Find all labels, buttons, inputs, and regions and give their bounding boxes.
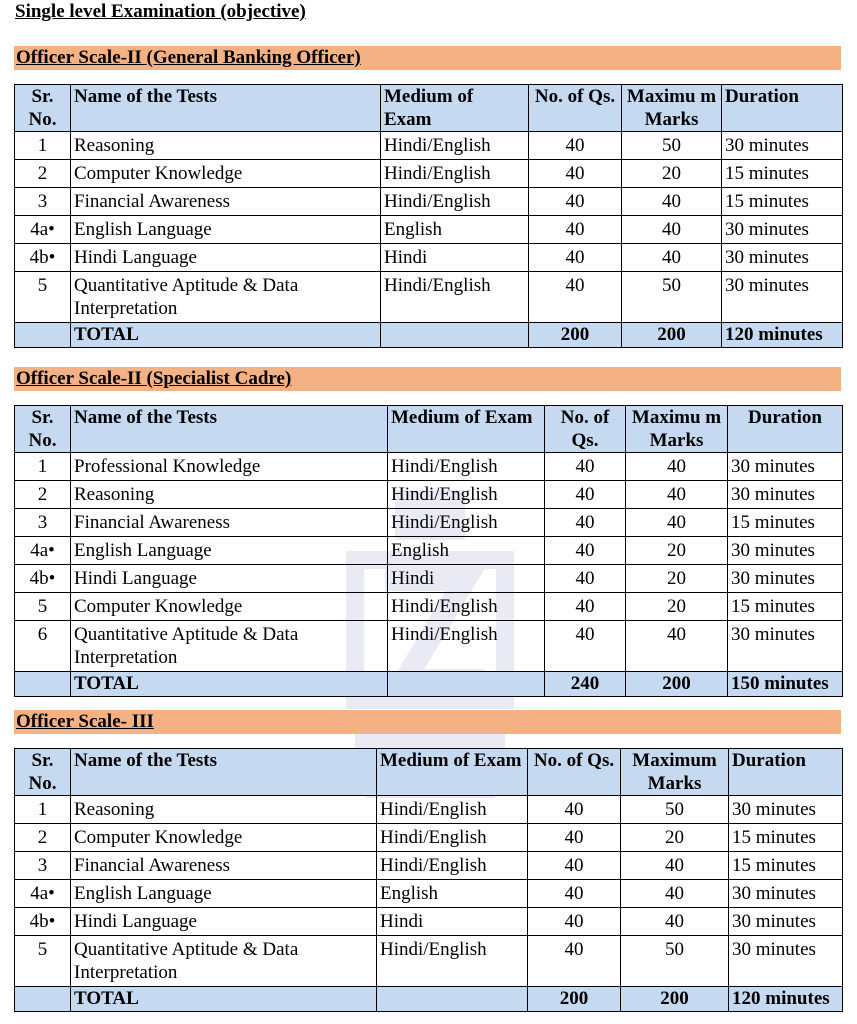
cell-questions: 40 (528, 936, 621, 987)
table-row (15, 824, 843, 852)
table-row (15, 481, 843, 509)
total-marks: 200 (621, 987, 729, 1012)
cell-max-marks: 40 (626, 509, 728, 537)
cell-sr-no: 1 (15, 796, 71, 824)
header-sr-no: Sr. No. (15, 749, 71, 796)
cell-sr-no: 2 (15, 160, 71, 188)
cell-max-marks: 40 (626, 453, 728, 481)
cell-questions: 40 (545, 509, 626, 537)
cell-questions: 40 (529, 188, 622, 216)
cell-max-marks: 40 (622, 216, 722, 244)
cell-sr-no: 4b• (15, 908, 71, 936)
header-questions: No. of Qs. (545, 406, 626, 453)
cell-test-name: Hindi Language (71, 908, 377, 936)
total-row (15, 323, 843, 348)
cell-test-name: Reasoning (71, 481, 388, 509)
cell-questions: 40 (529, 160, 622, 188)
cell-sr-no: 4a• (15, 537, 71, 565)
total-blank-cell (377, 987, 528, 1012)
cell-test-name: Financial Awareness (71, 188, 381, 216)
cell-questions: 40 (528, 796, 621, 824)
cell-medium: English (381, 216, 529, 244)
section-title (14, 367, 841, 391)
cell-max-marks: 40 (621, 880, 729, 908)
cell-sr-no: 4a• (15, 216, 71, 244)
cell-questions: 40 (528, 908, 621, 936)
cell-medium: Hindi/English (388, 593, 545, 621)
total-questions: 200 (529, 323, 622, 348)
cell-max-marks: 40 (626, 621, 728, 672)
cell-duration: 30 minutes (729, 796, 843, 824)
cell-questions: 40 (528, 880, 621, 908)
total-blank-cell (381, 323, 529, 348)
cell-medium: Hindi (377, 908, 528, 936)
cell-duration: 30 minutes (728, 481, 843, 509)
cell-medium: English (388, 537, 545, 565)
cell-medium: Hindi (388, 565, 545, 593)
table-row (15, 537, 843, 565)
cell-test-name: Computer Knowledge (71, 160, 381, 188)
cell-duration: 15 minutes (728, 509, 843, 537)
cell-medium: Hindi/English (388, 509, 545, 537)
cell-sr-no: 6 (15, 621, 71, 672)
cell-sr-no: 3 (15, 852, 71, 880)
cell-duration: 30 minutes (729, 936, 843, 987)
cell-max-marks: 20 (622, 160, 722, 188)
header-medium: Medium of Exam (381, 85, 529, 132)
table-row (15, 621, 843, 672)
total-row (15, 672, 843, 697)
cell-duration: 30 minutes (722, 132, 843, 160)
cell-duration: 15 minutes (728, 593, 843, 621)
cell-test-name: Quantitative Aptitude & Data Interpretation (71, 621, 388, 672)
header-questions: No. of Qs. (528, 749, 621, 796)
cell-duration: 30 minutes (728, 621, 843, 672)
cell-max-marks: 20 (626, 593, 728, 621)
cell-duration: 15 minutes (729, 852, 843, 880)
table-row (15, 216, 843, 244)
cell-duration: 30 minutes (729, 908, 843, 936)
cell-test-name: Computer Knowledge (71, 593, 388, 621)
cell-medium: Hindi (381, 244, 529, 272)
table-row (15, 593, 843, 621)
table-row (15, 908, 843, 936)
section-title-text: Officer Scale- III (16, 711, 154, 732)
total-duration: 150 minutes (728, 672, 843, 697)
header-sr-no: Sr. No. (15, 85, 71, 132)
cell-duration: 15 minutes (722, 160, 843, 188)
table-header-row (15, 749, 843, 796)
cell-duration: 30 minutes (728, 537, 843, 565)
cell-max-marks: 40 (621, 852, 729, 880)
cell-test-name: Hindi Language (71, 565, 388, 593)
total-blank-cell (15, 987, 71, 1012)
cell-sr-no: 4b• (15, 565, 71, 593)
cell-test-name: English Language (71, 880, 377, 908)
cell-duration: 30 minutes (722, 216, 843, 244)
cell-sr-no: 5 (15, 272, 71, 323)
header-duration: Duration (722, 85, 843, 132)
cell-sr-no: 1 (15, 453, 71, 481)
cell-questions: 40 (528, 824, 621, 852)
section-title (14, 46, 841, 70)
table-row (15, 880, 843, 908)
cell-max-marks: 20 (621, 824, 729, 852)
header-test-name: Name of the Tests (71, 749, 377, 796)
cell-sr-no: 5 (15, 593, 71, 621)
table-row (15, 244, 843, 272)
total-duration: 120 minutes (722, 323, 843, 348)
header-sr-no: Sr. No. (15, 406, 71, 453)
cell-medium: English (377, 880, 528, 908)
cell-max-marks: 20 (626, 537, 728, 565)
header-max-marks: Maximum Marks (621, 749, 729, 796)
total-marks: 200 (622, 323, 722, 348)
cell-duration: 30 minutes (728, 565, 843, 593)
cell-max-marks: 40 (622, 244, 722, 272)
table-row (15, 565, 843, 593)
cell-medium: Hindi/English (381, 132, 529, 160)
cell-questions: 40 (528, 852, 621, 880)
total-duration: 120 minutes (729, 987, 843, 1012)
cell-test-name: English Language (71, 216, 381, 244)
total-blank-cell (15, 323, 71, 348)
page-title: Single level Examination (objective) (15, 1, 306, 22)
total-row (15, 987, 843, 1012)
cell-questions: 40 (545, 593, 626, 621)
cell-max-marks: 40 (621, 908, 729, 936)
cell-max-marks: 50 (622, 132, 722, 160)
cell-max-marks: 50 (621, 796, 729, 824)
cell-max-marks: 40 (622, 188, 722, 216)
cell-test-name: Financial Awareness (71, 852, 377, 880)
cell-max-marks: 50 (622, 272, 722, 323)
section-title (14, 710, 841, 734)
table-row (15, 796, 843, 824)
section-title-text: Officer Scale-II (Specialist Cadre) (16, 368, 292, 389)
cell-sr-no: 4b• (15, 244, 71, 272)
total-blank-cell (15, 672, 71, 697)
table-row (15, 509, 843, 537)
cell-duration: 30 minutes (722, 272, 843, 323)
cell-duration: 30 minutes (729, 880, 843, 908)
cell-test-name: English Language (71, 537, 388, 565)
cell-test-name: Professional Knowledge (71, 453, 388, 481)
table-row (15, 936, 843, 987)
total-questions: 200 (528, 987, 621, 1012)
cell-medium: Hindi/English (377, 796, 528, 824)
cell-questions: 40 (545, 565, 626, 593)
cell-max-marks: 40 (626, 481, 728, 509)
cell-sr-no: 5 (15, 936, 71, 987)
cell-test-name: Reasoning (71, 132, 381, 160)
cell-medium: Hindi/English (377, 852, 528, 880)
cell-test-name: Computer Knowledge (71, 824, 377, 852)
table-row (15, 132, 843, 160)
total-label: TOTAL (71, 323, 381, 348)
cell-medium: Hindi/English (381, 188, 529, 216)
cell-test-name: Quantitative Aptitude & Data Interpretation (71, 272, 381, 323)
cell-medium: Hindi/English (381, 160, 529, 188)
cell-duration: 15 minutes (722, 188, 843, 216)
cell-medium: Hindi/English (381, 272, 529, 323)
cell-questions: 40 (545, 481, 626, 509)
table-row (15, 272, 843, 323)
cell-duration: 30 minutes (728, 453, 843, 481)
exam-pattern-table (14, 84, 843, 348)
cell-questions: 40 (529, 132, 622, 160)
header-test-name: Name of the Tests (71, 406, 388, 453)
cell-questions: 40 (545, 537, 626, 565)
cell-medium: Hindi/English (377, 824, 528, 852)
header-duration: Duration (728, 406, 843, 453)
cell-sr-no: 2 (15, 824, 71, 852)
exam-pattern-table (14, 405, 843, 697)
cell-max-marks: 20 (626, 565, 728, 593)
total-label: TOTAL (71, 987, 377, 1012)
header-questions: No. of Qs. (529, 85, 622, 132)
header-duration: Duration (729, 749, 843, 796)
cell-medium: Hindi/English (388, 621, 545, 672)
cell-test-name: Hindi Language (71, 244, 381, 272)
table-row (15, 188, 843, 216)
total-questions: 240 (545, 672, 626, 697)
header-max-marks: Maximu m Marks (622, 85, 722, 132)
section-title-text: Officer Scale-II (General Banking Officer) (16, 47, 361, 68)
table-header-row (15, 85, 843, 132)
header-medium: Medium of Exam (377, 749, 528, 796)
cell-sr-no: 3 (15, 509, 71, 537)
cell-max-marks: 50 (621, 936, 729, 987)
table-row (15, 160, 843, 188)
table-header-row (15, 406, 843, 453)
cell-sr-no: 2 (15, 481, 71, 509)
cell-sr-no: 3 (15, 188, 71, 216)
total-label: TOTAL (71, 672, 388, 697)
cell-questions: 40 (529, 216, 622, 244)
cell-questions: 40 (545, 621, 626, 672)
cell-questions: 40 (529, 272, 622, 323)
cell-medium: Hindi/English (388, 481, 545, 509)
cell-test-name: Reasoning (71, 796, 377, 824)
cell-sr-no: 1 (15, 132, 71, 160)
cell-duration: 15 minutes (729, 824, 843, 852)
cell-questions: 40 (529, 244, 622, 272)
table-row (15, 852, 843, 880)
cell-test-name: Financial Awareness (71, 509, 388, 537)
table-row (15, 453, 843, 481)
exam-pattern-table (14, 748, 843, 1012)
header-medium: Medium of Exam (388, 406, 545, 453)
cell-medium: Hindi/English (377, 936, 528, 987)
cell-sr-no: 4a• (15, 880, 71, 908)
cell-medium: Hindi/English (388, 453, 545, 481)
cell-duration: 30 minutes (722, 244, 843, 272)
cell-questions: 40 (545, 453, 626, 481)
header-test-name: Name of the Tests (71, 85, 381, 132)
cell-test-name: Quantitative Aptitude & Data Interpretation (71, 936, 377, 987)
total-marks: 200 (626, 672, 728, 697)
total-blank-cell (388, 672, 545, 697)
header-max-marks: Maximu m Marks (626, 406, 728, 453)
